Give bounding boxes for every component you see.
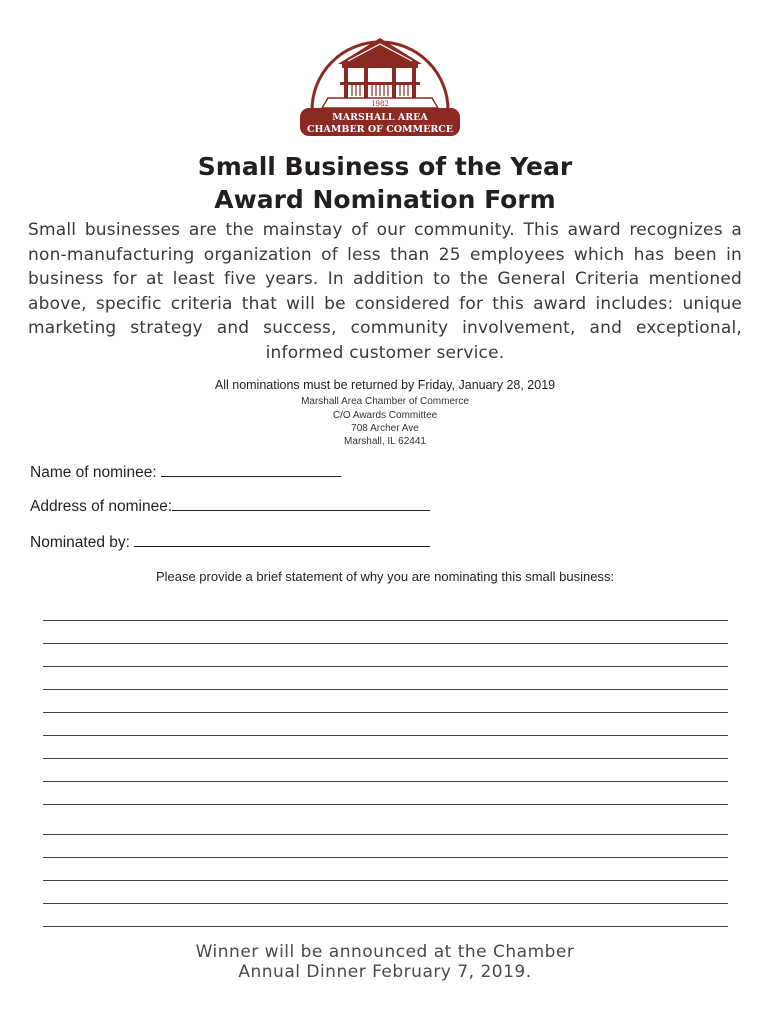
intro-paragraph: Small businesses are the mainstay of our community. This award recognizes a non-manufacturing organization of less than 25 employees which has been in business for at least five years. In addition to the General Criteria mentioned above, specific criteria that will be considered for this award includes: unique marketing strategy and success, community involvement, and exceptional, informed customer service.	[28, 220, 742, 363]
statement-prompt: Please provide a brief statement of why you are nominating this small business:	[155, 569, 615, 584]
nominee-name-blank[interactable]	[161, 462, 341, 477]
nominee-name-field	[30, 462, 341, 482]
nominated-by-field	[30, 532, 430, 552]
nominated-by-label: Nominated by:	[30, 534, 130, 551]
statement-line[interactable]	[43, 834, 728, 835]
nominated-by-blank[interactable]	[134, 532, 430, 547]
logo-line2: CHAMBER OF COMMERCE	[306, 124, 454, 135]
footer-line2: Annual Dinner February 7, 2019.	[238, 962, 532, 982]
statement-line[interactable]	[43, 735, 728, 736]
statement-line[interactable]	[43, 880, 728, 881]
statement-line[interactable]	[43, 666, 728, 667]
logo-line1: MARSHALL AREA	[332, 112, 428, 123]
address-line: Marshall, IL 62441	[344, 436, 426, 447]
statement-line[interactable]	[43, 689, 728, 690]
nominee-name-label: Name of nominee:	[30, 464, 157, 481]
statement-line[interactable]	[43, 758, 728, 759]
statement-line[interactable]	[43, 781, 728, 782]
statement-line[interactable]	[43, 903, 728, 904]
nominee-address-blank[interactable]	[172, 496, 430, 511]
address-line: 708 Archer Ave	[351, 423, 419, 434]
deadline-text: All nominations must be returned by Friday, January 28, 2019	[214, 378, 556, 392]
statement-line[interactable]	[43, 620, 728, 621]
logo-year: 1982	[371, 100, 389, 108]
statement-line[interactable]	[43, 643, 728, 644]
footer-line1: Winner will be announced at the Chamber	[195, 942, 575, 962]
nominee-address-label: Address of nominee:	[30, 498, 173, 515]
statement-line[interactable]	[43, 804, 728, 805]
chamber-logo	[298, 28, 462, 140]
address-line: C/O Awards Committee	[332, 410, 438, 421]
form-title-line2: Award Nomination Form	[214, 185, 556, 214]
address-line: Marshall Area Chamber of Commerce	[301, 396, 469, 407]
statement-line[interactable]	[43, 712, 728, 713]
statement-line[interactable]	[43, 926, 728, 927]
statement-line[interactable]	[43, 857, 728, 858]
nominee-address-field	[30, 496, 430, 516]
form-title-line1: Small Business of the Year	[197, 152, 573, 181]
